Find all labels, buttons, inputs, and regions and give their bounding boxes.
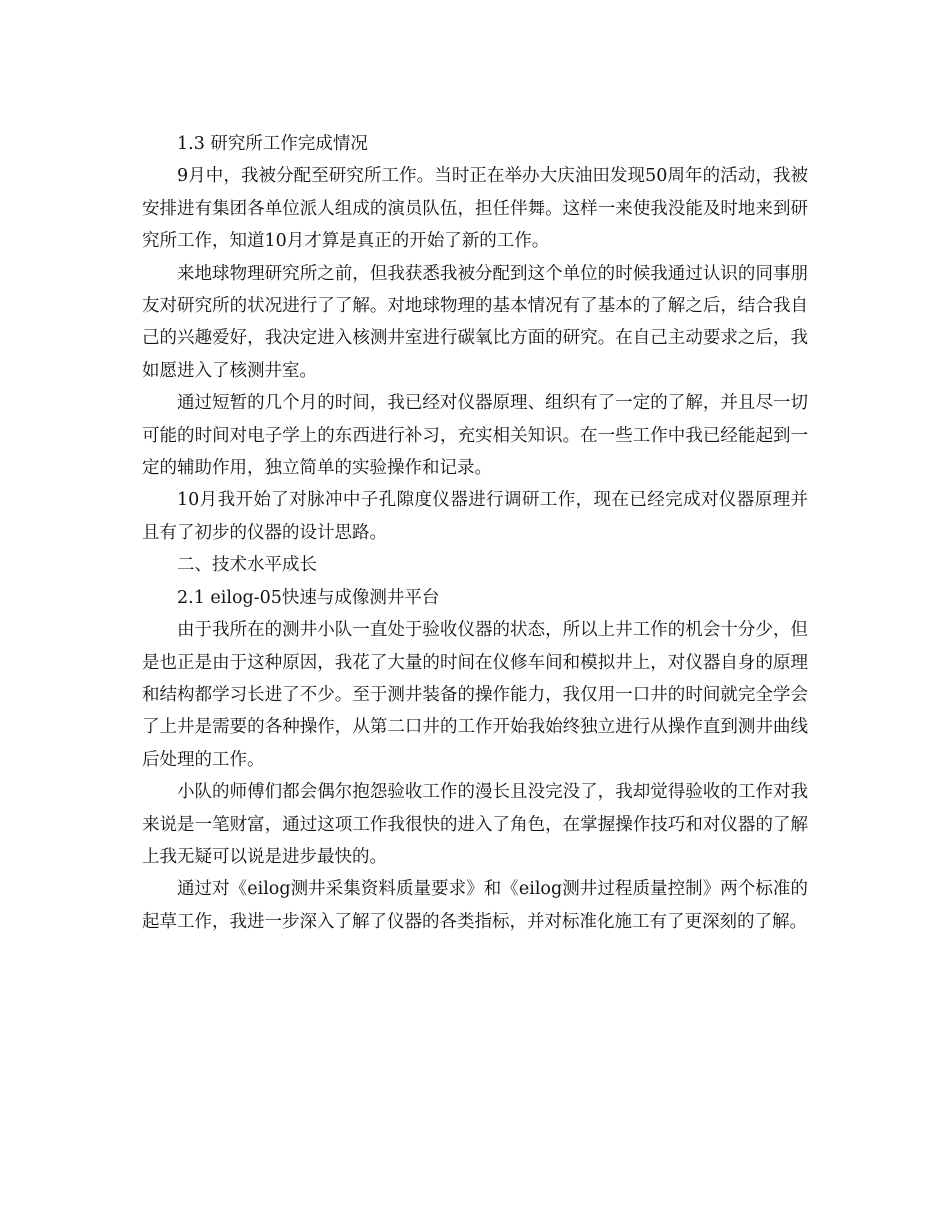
paragraph-assignment: 9月中，我被分配至研究所工作。当时正在举办大庆油田发现50周年的活动，我被安排进有集团各单位派人组成的演员队伍，担任伴舞。这样一来使我没能及时地来到研究所工作，知道10月才算是真正的开始了新的工作。 [142, 166, 808, 252]
paragraph-learning: 通过短暂的几个月的时间，我已经对仪器原理、组织有了一定的了解，并且尽一切可能的时间对电子学上的东西进行补习，充实相关知识。在一些工作中我已经能起到一定的辅助作用，独立简单的实验操作和记录。 [142, 393, 808, 479]
paragraph-standards: 通过对《eilog测井采集资料质量要求》和《eilog测井过程质量控制》两个标准的起草工作，我进一步深入了解了仪器的各类指标，并对标准化施工有了更深刻的了解。 [142, 879, 808, 932]
document-body [142, 128, 808, 938]
paragraph-october-research: 10月我开始了对脉冲中子孔隙度仪器进行调研工作，现在已经完成对仪器原理并且有了初步的仪器的设计思路。 [142, 490, 808, 543]
paragraph-logging-team: 由于我所在的测井小队一直处于验收仪器的状态，所以上井工作的机会十分少，但是也正是由于这种原因，我花了大量的时间在仪修车间和模拟井上，对仪器自身的原理和结构都学习长进了不少。至于测井装备的操作能力，我仅用一口井的时间就完全学会了上井是需要的各种操作，从第二口井的工作开始我始终独立进行从操作直到测井曲线后处理的工作。 [142, 620, 808, 770]
paragraph-acceptance-work: 小队的师傅们都会偶尔抱怨验收工作的漫长且没完没了，我却觉得验收的工作对我来说是一笔财富，通过这项工作我很快的进入了角色，在掌握操作技巧和对仪器的了解上我无疑可以说是进步最快的。 [142, 782, 808, 867]
section-heading-2-1: 2.1 eilog-05快速与成像测井平台 [177, 587, 440, 608]
paragraph-institute-choice: 来地球物理研究所之前，但我获悉我被分配到这个单位的时候我通过认识的同事朋友对研究所的状况进行了了解。对地球物理的基本情况有了基本的了解之后，结合我自己的兴趣爱好，我决定进入核测井室进行碳氧比方面的研究。在自己主动要求之后，我如愿进入了核测井室。 [142, 263, 808, 381]
section-heading-tech-growth: 二、技术水平成长 [177, 555, 317, 576]
section-heading-1-3: 1.3 研究所工作完成情况 [177, 134, 368, 154]
